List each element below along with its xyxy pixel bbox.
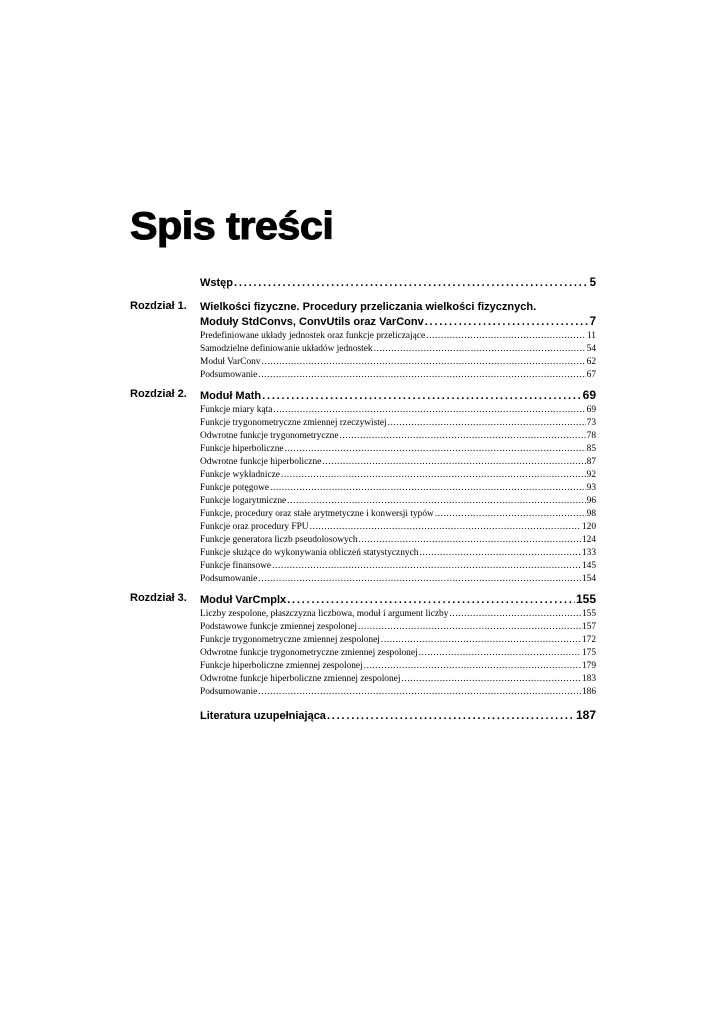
section-title: Odwrotne funkcje trygonometryczne [200, 431, 339, 441]
dot-leader [273, 404, 585, 417]
toc-entry-literature[interactable] [200, 708, 596, 724]
toc-section-entry[interactable] [200, 456, 596, 469]
section-title: Odwrotne funkcje hiperboliczne zmiennej zespolonej [200, 674, 401, 684]
toc-section-entry[interactable] [200, 417, 596, 430]
section-title: Funkcje wykładnicze [200, 470, 280, 480]
section-page: 145 [581, 561, 596, 571]
section-title: Odwrotne funkcje trygonometryczne zmiennej zespolonej [200, 648, 418, 658]
dot-leader [419, 647, 581, 660]
dot-leader [327, 709, 575, 724]
chapter-label: Rozdział 1. [130, 300, 187, 312]
section-title: Podsumowanie [200, 370, 258, 380]
chapter-title-entry[interactable] [200, 592, 596, 608]
toc-section-entry[interactable] [200, 560, 596, 573]
table-of-contents [130, 276, 596, 724]
dot-leader [322, 456, 585, 469]
toc-section-entry[interactable] [200, 508, 596, 521]
toc-section-entry[interactable] [200, 430, 596, 443]
section-page: 172 [581, 635, 596, 645]
dot-leader [419, 547, 581, 560]
dot-leader [310, 521, 581, 534]
section-page: 157 [581, 622, 596, 632]
section-title: Funkcje miary kąta [200, 405, 273, 415]
section-page: 78 [586, 431, 596, 441]
chapter-label: Rozdział 2. [130, 388, 187, 400]
toc-section-entry[interactable] [200, 369, 596, 382]
dot-leader [262, 389, 582, 404]
section-page: 11 [586, 331, 596, 341]
toc-section-entry[interactable] [200, 521, 596, 534]
toc-entry-page: 187 [575, 708, 596, 722]
section-page: 124 [581, 535, 596, 545]
section-title: Podstawowe funkcje zmiennej zespolonej [200, 622, 357, 632]
dot-leader [449, 608, 581, 621]
section-page: 67 [586, 370, 596, 380]
section-page: 54 [586, 344, 596, 354]
dot-leader [435, 508, 586, 521]
section-page: 155 [581, 609, 596, 619]
chapter-title-line1[interactable]: Wielkości fizyczne. Procedury przeliczania wielkości fizycznych. [200, 301, 537, 313]
section-page: 93 [586, 483, 596, 493]
section-page: 92 [586, 470, 596, 480]
toc-section-entry[interactable] [200, 356, 596, 369]
chapter-title-entry[interactable] [200, 315, 596, 330]
section-title: Podsumowanie [200, 687, 258, 697]
chapter-label: Rozdział 3. [130, 592, 187, 604]
toc-section-entry[interactable] [200, 443, 596, 456]
toc-section-entry[interactable] [200, 547, 596, 560]
dot-leader [358, 621, 581, 634]
dot-leader [388, 417, 586, 430]
dot-leader [258, 573, 581, 586]
section-title: Funkcje hiperboliczne [200, 444, 284, 454]
toc-section-entry[interactable] [200, 482, 596, 495]
dot-leader [426, 330, 586, 343]
toc-section-entry[interactable] [200, 330, 596, 343]
section-page: 133 [581, 548, 596, 558]
section-page: 120 [581, 522, 596, 532]
section-page: 183 [581, 674, 596, 684]
chapter-3 [130, 592, 596, 699]
toc-entry-intro[interactable] [200, 276, 596, 291]
toc-section-entry[interactable] [200, 660, 596, 673]
toc-entry-page: 5 [589, 277, 596, 289]
section-page: 62 [586, 357, 596, 367]
chapter-page: 155 [575, 592, 596, 606]
toc-section-entry[interactable] [200, 621, 596, 634]
dot-leader [262, 356, 586, 369]
chapter-title: Moduł Math [200, 390, 262, 402]
chapter-title: Moduł VarCmplx [200, 594, 287, 606]
section-page: 85 [586, 444, 596, 454]
section-title: Funkcje trygonometryczne zmiennej zespolonej [200, 635, 380, 645]
section-title: Liczby zespolone, płaszczyzna liczbowa, moduł i argument liczby [200, 609, 449, 619]
dot-leader [258, 686, 581, 699]
dot-leader [285, 443, 586, 456]
section-title: Samodzielne definiowanie układów jednostek [200, 344, 373, 354]
toc-section-entry[interactable] [200, 647, 596, 660]
section-page: 175 [581, 648, 596, 658]
section-title: Funkcje służące do wykonywania obliczeń statystycznych [200, 548, 419, 558]
section-title: Funkcje, procedury oraz stałe arytmetyczne i konwersji typów [200, 509, 434, 519]
toc-section-entry[interactable] [200, 404, 596, 417]
section-title: Funkcje generatora liczb pseudolosowych [200, 535, 358, 545]
dot-leader [381, 634, 581, 647]
section-page: 96 [586, 496, 596, 506]
section-page: 154 [581, 574, 596, 584]
dot-leader [270, 482, 586, 495]
section-title: Moduł VarConv [200, 357, 261, 367]
chapter-1 [130, 300, 596, 382]
dot-leader [359, 534, 581, 547]
chapter-page: 7 [589, 316, 596, 328]
dot-leader [374, 343, 586, 356]
section-page: 186 [581, 687, 596, 697]
section-title: Funkcje hiperboliczne zmiennej zespolonej [200, 661, 363, 671]
chapter-2 [130, 388, 596, 586]
section-page: 69 [586, 405, 596, 415]
section-page: 179 [581, 661, 596, 671]
dot-leader [234, 276, 589, 291]
dot-leader [425, 315, 589, 330]
chapter-title-line2: Moduły StdConvs, ConvUtils oraz VarConv [200, 316, 424, 328]
chapter-title-entry[interactable] [200, 388, 596, 404]
toc-entry-title: Literatura uzupełniająca [200, 710, 326, 722]
toc-section-entry[interactable] [200, 495, 596, 508]
page-title: Spis treści [130, 205, 334, 248]
section-title: Funkcje finansowe [200, 561, 272, 571]
toc-entry-title: Wstęp [200, 277, 233, 289]
section-title: Podsumowanie [200, 574, 258, 584]
section-page: 98 [586, 509, 596, 519]
section-page: 73 [586, 418, 596, 428]
dot-leader [340, 430, 586, 443]
toc-section-entry[interactable] [200, 686, 596, 699]
dot-leader [281, 469, 586, 482]
toc-section-entry[interactable] [200, 634, 596, 647]
section-title: Funkcje potęgowe [200, 483, 269, 493]
section-title: Funkcje oraz procedury FPU [200, 522, 309, 532]
toc-section-entry[interactable] [200, 534, 596, 547]
dot-leader [258, 369, 585, 382]
toc-section-entry[interactable] [200, 673, 596, 686]
dot-leader [401, 673, 580, 686]
section-title: Predefiniowane układy jednostek oraz funkcje przeliczające [200, 331, 426, 341]
dot-leader [272, 560, 581, 573]
dot-leader [287, 593, 575, 608]
section-title: Odwrotne funkcje hiperboliczne [200, 457, 322, 467]
toc-section-entry[interactable] [200, 608, 596, 621]
chapter-page: 69 [582, 388, 596, 402]
section-page: 87 [586, 457, 596, 467]
section-title: Funkcje trygonometryczne zmiennej rzeczywistej [200, 418, 387, 428]
toc-section-entry[interactable] [200, 573, 596, 586]
dot-leader [364, 660, 581, 673]
toc-section-entry[interactable] [200, 343, 596, 356]
section-title: Funkcje logarytmiczne [200, 496, 287, 506]
toc-section-entry[interactable] [200, 469, 596, 482]
dot-leader [287, 495, 585, 508]
